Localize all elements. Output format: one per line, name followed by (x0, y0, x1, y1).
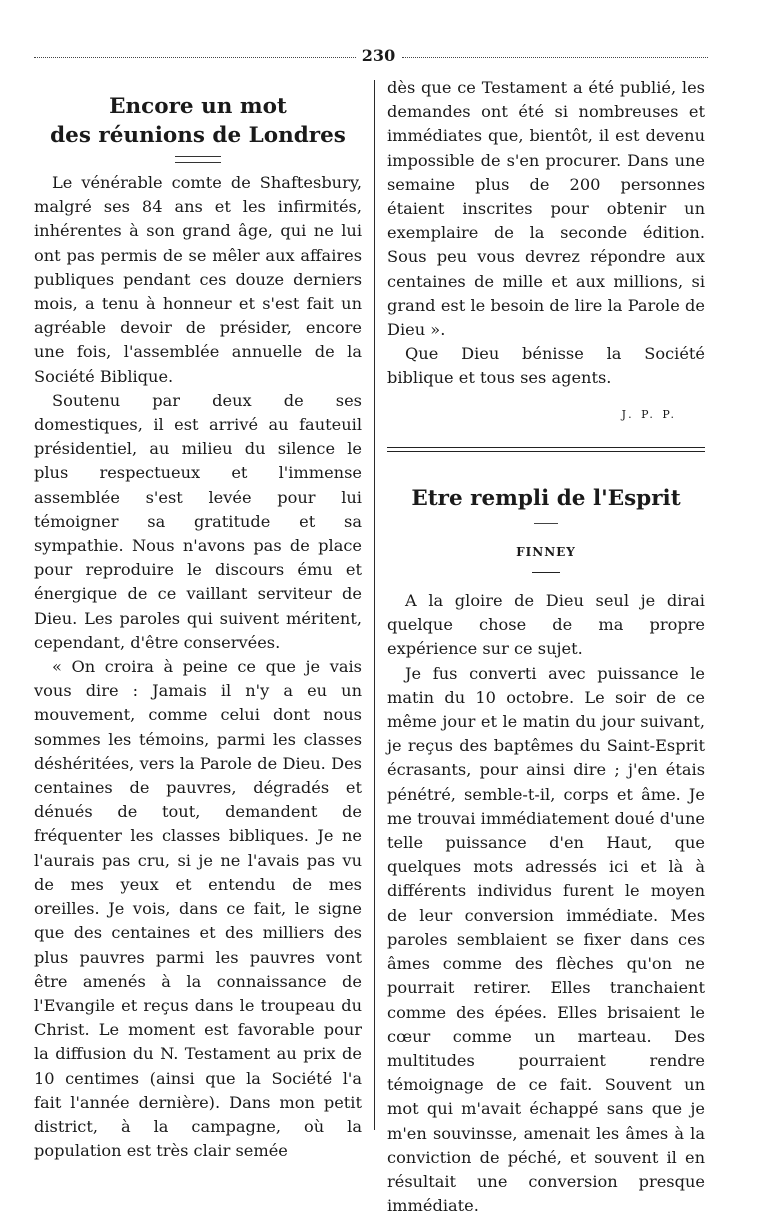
article2-paragraph: A la gloire de Dieu seul je dirai quelque chose de ma propre expérience sur ce sujet. (387, 591, 705, 659)
author-ornament (532, 572, 560, 573)
article1-paragraph: « On croira à peine ce que je vais vous dire : Jamais il n'y a eu un mouvement, comme celui dont nous sommes les témoins, parmi les classes déshéritées, vers la Parole de Dieu. Des centaines de pauvres, dégradés et dénués de tout, demandent de fréquenter les classes bibliques. Je ne l'aurais pas cru, si je ne l'avais pas vu de mes yeux et entendu de mes oreilles. Je vois, dans ce fait, le signe que des centaines et des milliers des plus pauvres parmi les pauvres vont être amenés à la connaissance de l'Evangile et reçus dans le troupeau du Christ. Le moment est favorable pour la diffusion du N. Testament au prix de 10 centimes (ainsi que la Société l'a fait l'année dernière). Dans mon petit district, à la campagne, où la population est très clair semée (34, 657, 362, 1161)
title-ornament (175, 156, 221, 163)
article1-signature: J. P. P. (621, 407, 677, 421)
article1-continuation: dès que ce Testament a été publié, les demandes ont été si nombreuses et immédiates que, bientôt, il est devenu impossible de s'en procurer. Dans une semaine plus de 200 personnes étaient inscrites pour obtenir un exemplaire de la seconde édition. Sous peu vous devrez répondre aux centaines de mille et aux millions, si grand est le besoin de lire la Parole de Dieu ». (387, 78, 705, 340)
article1-paragraph: Soutenu par deux de ses domestiques, il est arrivé au fauteuil présidentiel, au milieu du silence le plus respectueux et l'immense assemblée s'est levée pour lui témoigner sa gratitude et sa sympathie. Nous n'avons pas de place pour reproduire le discours ému et énergique de ce vaillant serviteur de Dieu. Les paroles qui suivent méritent, cependant, d'être conservées. (34, 390, 362, 652)
article1-paragraph: Le vénérable comte de Shaftesbury, malgré ses 84 ans et les infirmités, inhérentes à son grand âge, qui ne lui ont pas permis de se mêler aux affaires publiques pendant ces douze derniers mois, a tenu à honneur et s'est fait un agréable devoir de présider, encore une fois, l'assemblée annuelle de la Société Biblique. (34, 173, 362, 386)
article2-paragraph: Je fus converti avec puissance le matin du 10 octobre. Le soir de ce même jour et le matin du jour suivant, je reçus des baptêmes du Saint-Esprit écrasants, pour ainsi dire ; j'en étais pénétré, semble-t-il, corps et âme. Je me trouvai immédiatement doué d'une telle puissance d'en Haut, que quelques mots adressés ici et là à différents individus furent le moyen de leur conversion immédiate. Mes paroles semblaient se fixer dans ces âmes comme des flèches qu'on ne pourrait retirer. Elles tranchaient comme des épées. Elles brisaient le cœur comme un marteau. Des multitudes pourraient rendre témoignage de ce fait. Souvent un mot qui m'avait échappé sans que je m'en souvinsse, amenait les âmes à la conviction de péché, et souvent il en résultait une conversion presque immédiate. (387, 663, 705, 1216)
column-separator (374, 80, 375, 1130)
header-rule-right (402, 57, 708, 58)
page-number: 230 (361, 46, 396, 65)
article1-title-line1: Encore un mot (109, 94, 287, 119)
article1-title (34, 76, 362, 150)
right-column (387, 76, 705, 1218)
article1-closing: Que Dieu bénisse la Société biblique et tous ses agents. (387, 344, 705, 388)
article-divider (387, 447, 705, 452)
title-ornament (534, 523, 558, 524)
article1-title-line2: des réunions de Londres (50, 123, 346, 148)
article2-title: Etre rempli de l'Esprit (411, 485, 681, 511)
article2-author: FINNEY (516, 544, 576, 559)
left-column (34, 76, 362, 1163)
article2 (387, 484, 705, 1218)
